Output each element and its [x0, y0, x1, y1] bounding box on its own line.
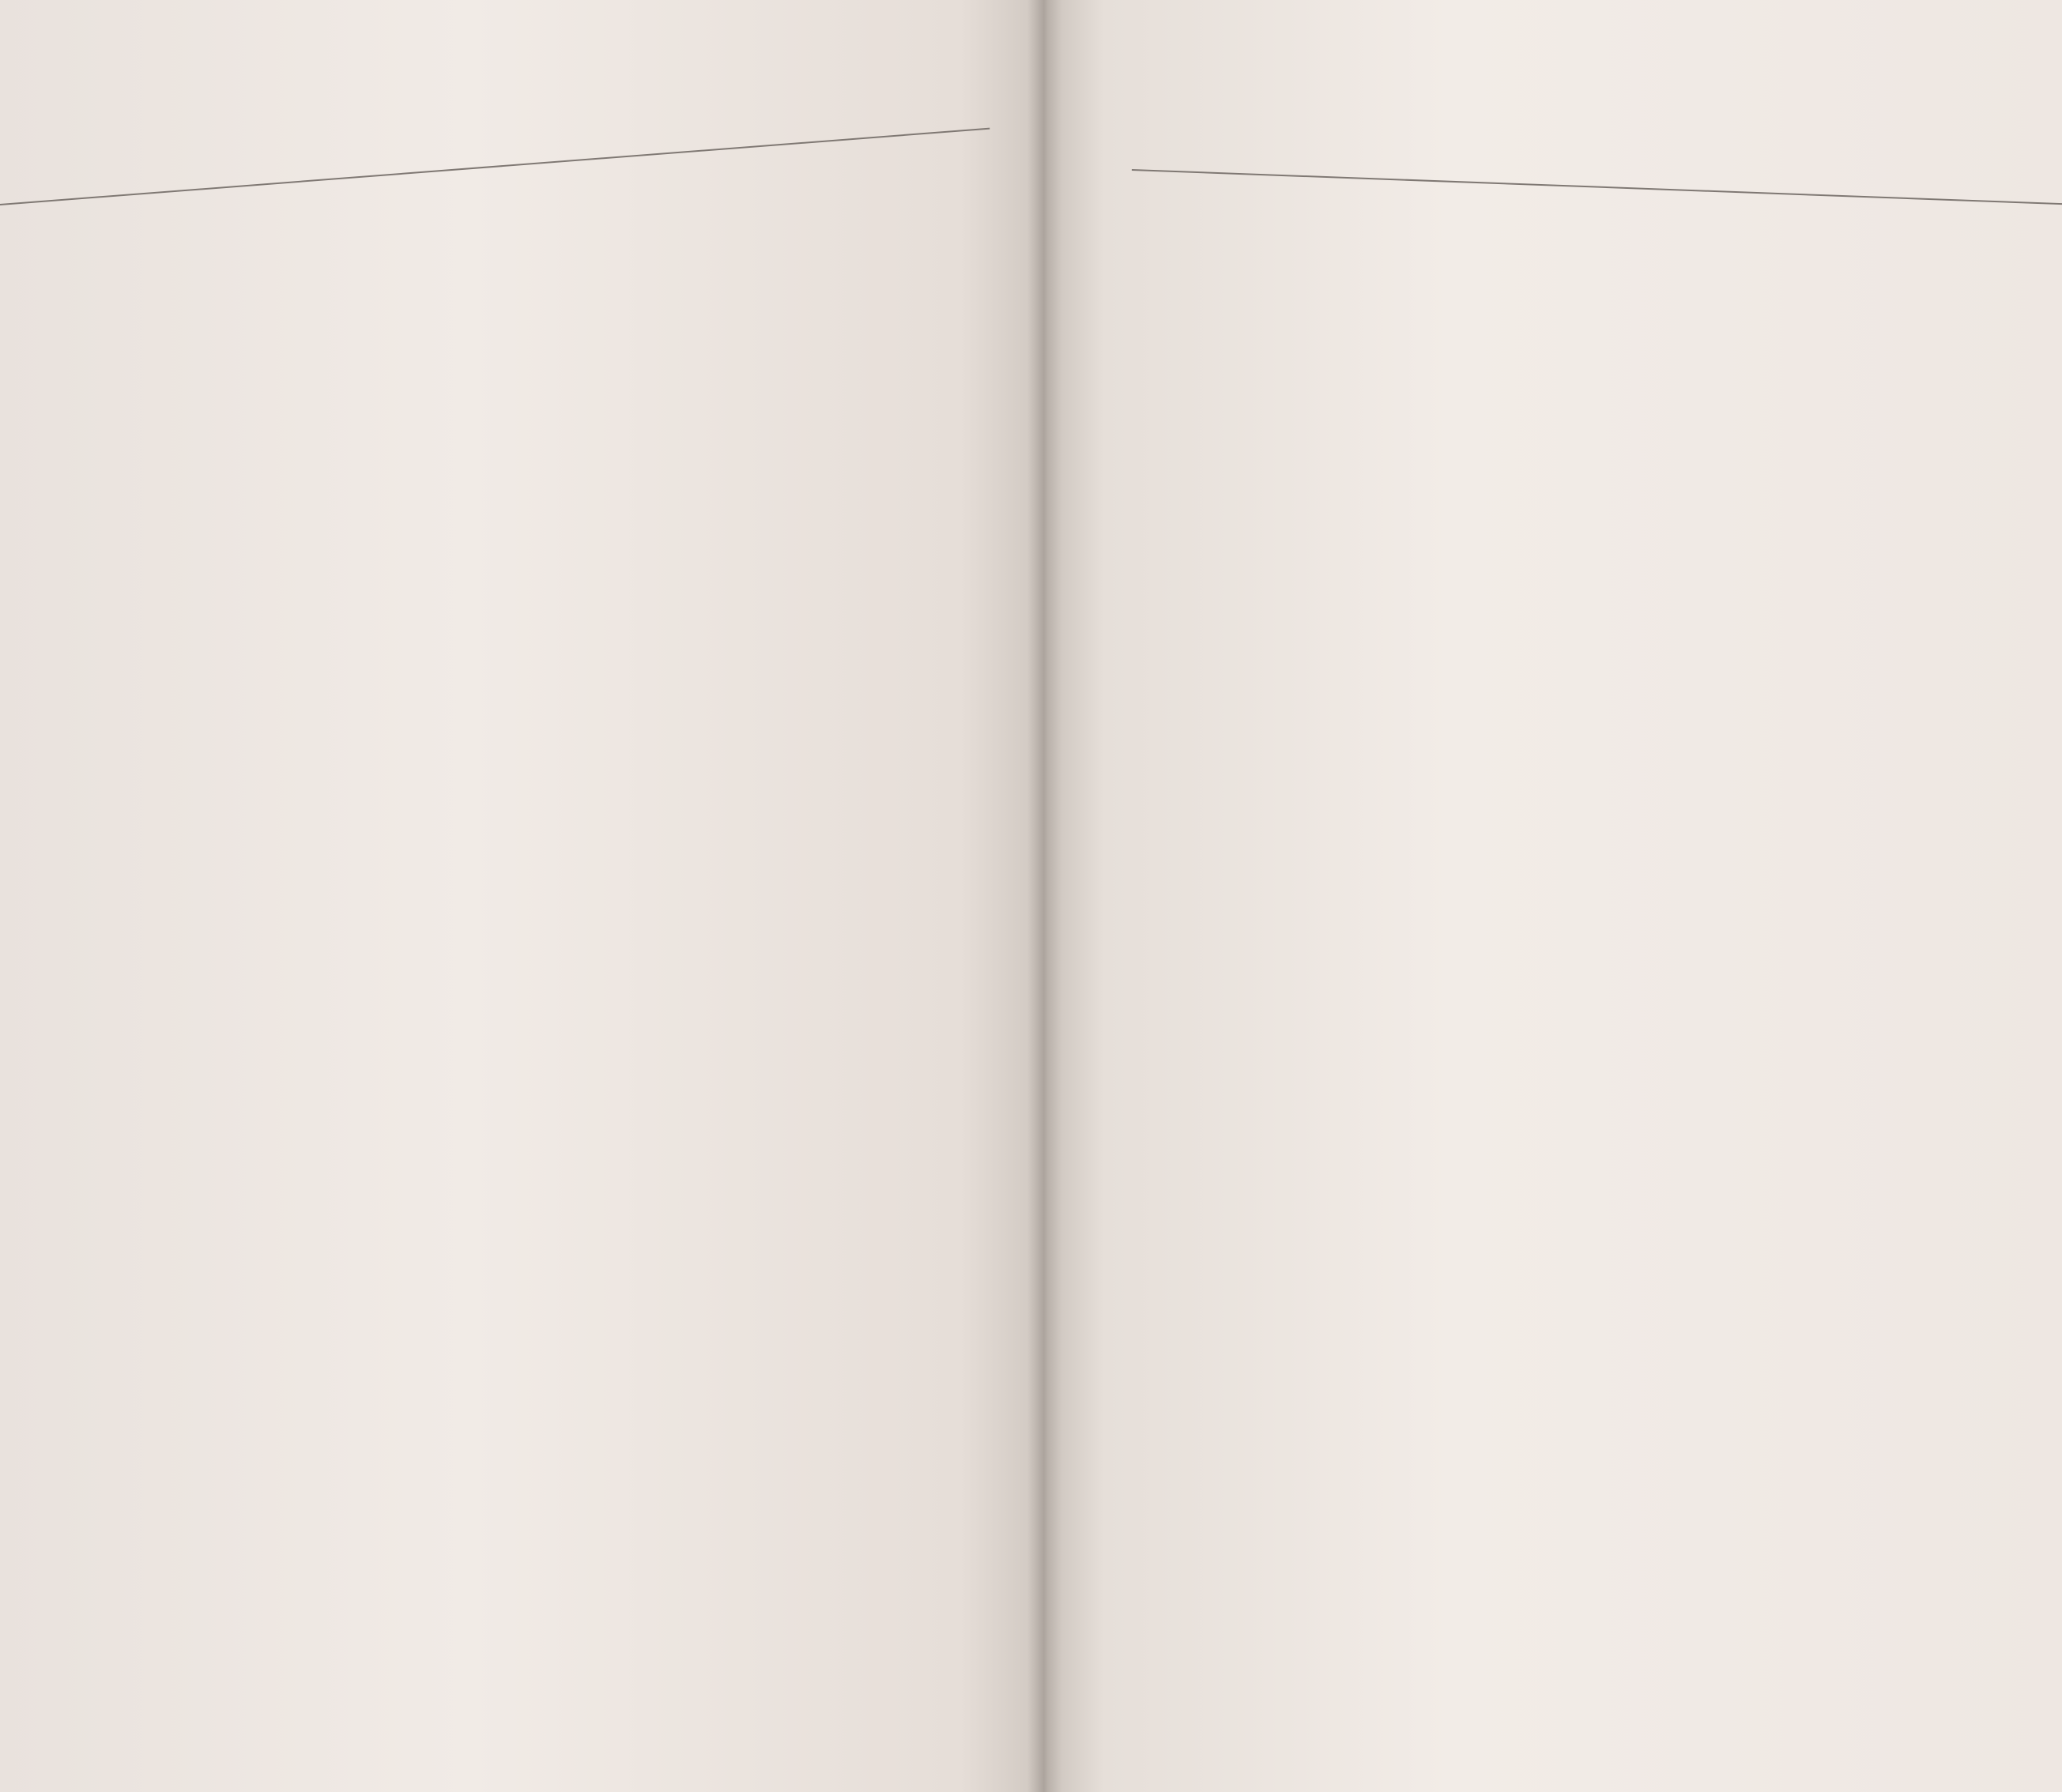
book-gutter	[1027, 0, 1062, 1792]
left-toc-column	[79, 212, 972, 237]
left-header-rule	[0, 128, 990, 205]
right-header-rule	[1132, 169, 2062, 205]
right-page	[1043, 0, 2062, 1792]
right-toc-column	[1255, 237, 2062, 245]
